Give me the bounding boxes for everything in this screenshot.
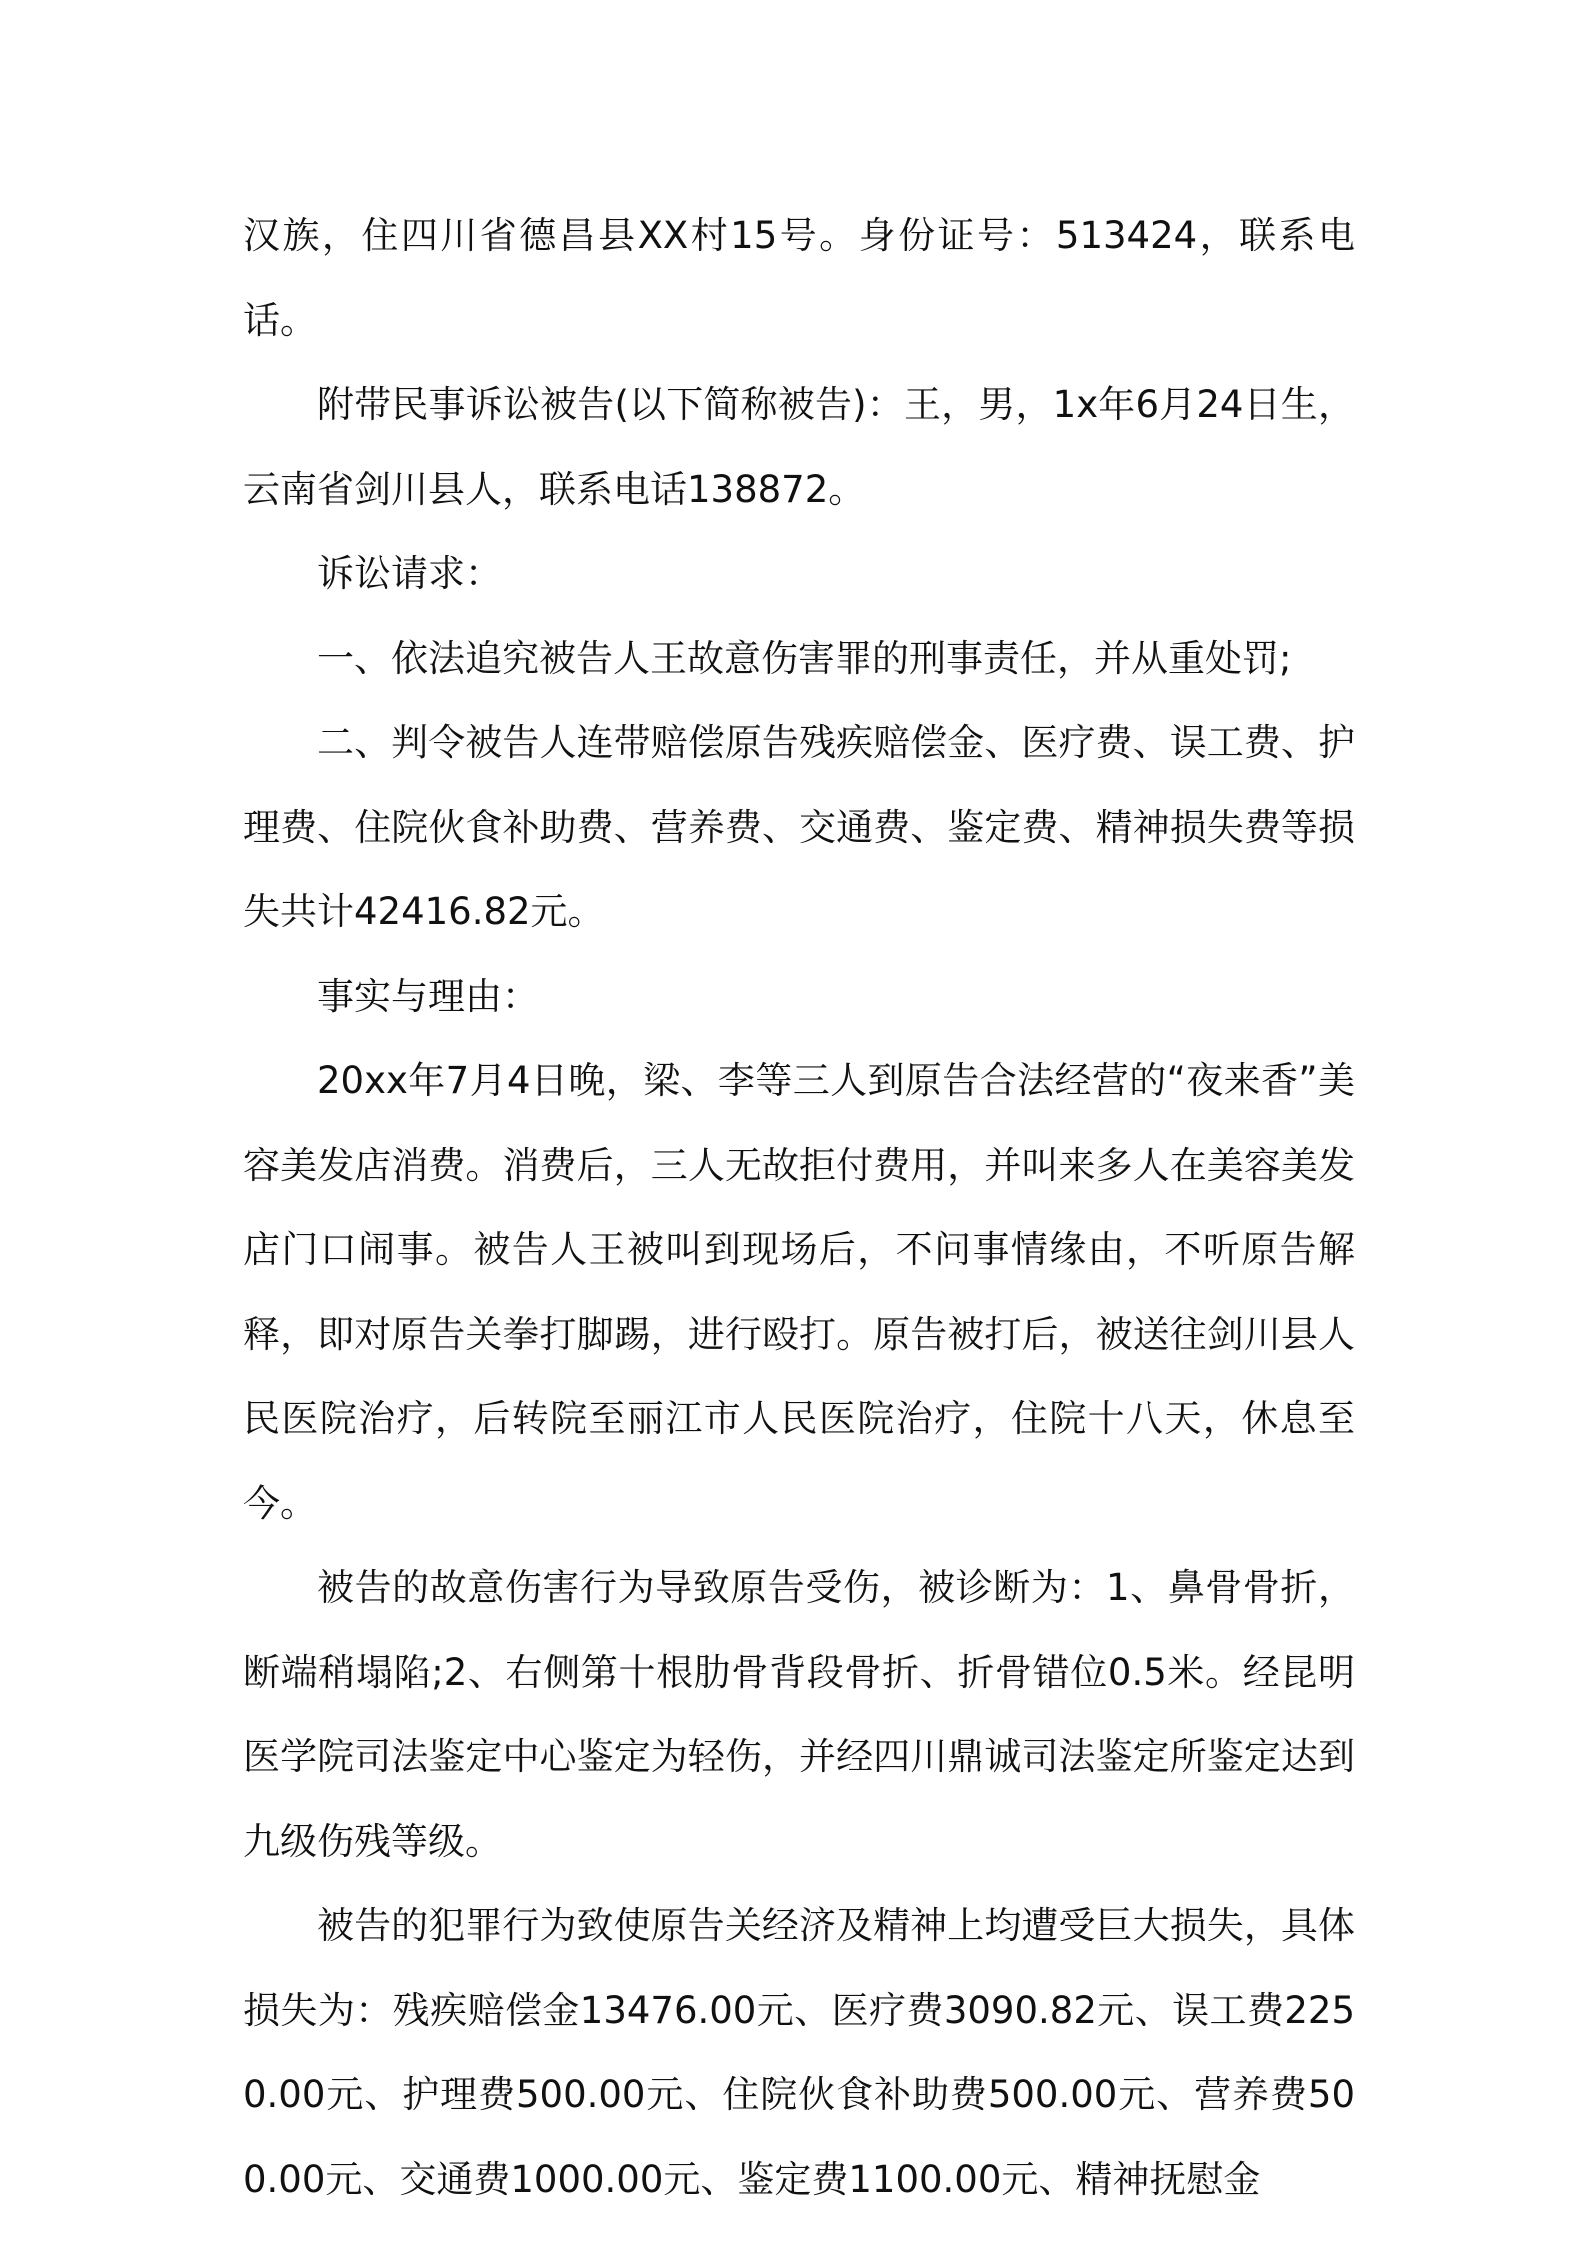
paragraph-defendant-info: 附带民事诉讼被告(以下简称被告)：王，男，1x年6月24日生，云南省剑川县人，联系电话138872。 bbox=[243, 383, 1355, 511]
paragraph-facts-injury: 被告的故意伤害行为导致原告受伤，被诊断为：1、鼻骨骨折，断端稍塌陷;2、右侧第十根肋骨背段骨折、折骨错位0.5米。经昆明医学院司法鉴定中心鉴定为轻伤，并经四川鼎诚司法鉴定所鉴定达到九级伤残等级。 bbox=[243, 1566, 1355, 1863]
paragraph-facts-losses: 被告的犯罪行为致使原告关经济及精神上均遭受巨大损失，具体损失为：残疾赔偿金13476.00元、医疗费3090.82元、误工费2250.00元、护理费500.00元、住院伙食补助费500.00元、营养费500.00元、交通费1000.00元、鉴定费1100.00元、精神抚慰金 bbox=[243, 1904, 1355, 2201]
paragraph-claim-one: 一、依法追究被告人王故意伤害罪的刑事责任，并从重处罚; bbox=[317, 636, 1292, 680]
paragraph-claim-two: 二、判令被告人连带赔偿原告残疾赔偿金、医疗费、误工费、护理费、住院伙食补助费、营养费、交通费、鉴定费、精神损失费等损失共计42416.82元。 bbox=[243, 721, 1355, 933]
paragraph-claims-heading: 诉讼请求： bbox=[317, 552, 502, 595]
paragraph-plaintiff-info-continued: 汉族，住四川省德昌县XX村15号。身份证号：513424，联系电话。 bbox=[243, 214, 1355, 342]
document-body bbox=[243, 194, 1355, 2222]
paragraph-facts-heading: 事实与理由： bbox=[317, 974, 539, 1018]
paragraph-facts-incident: 20xx年7月4日晚，梁、李等三人到原告合法经营的“夜来香”美容美发店消费。消费后，三人无故拒付费用，并叫来多人在美容美发店门口闹事。被告人王被叫到现场后，不问事情缘由，不听原告解释，即对原告关拳打脚踢，进行殴打。原告被打后，被送往剑川县人民医院治疗，后转院至丽江市人民医院治疗，住院十八天，休息至今。 bbox=[243, 1059, 1355, 1525]
